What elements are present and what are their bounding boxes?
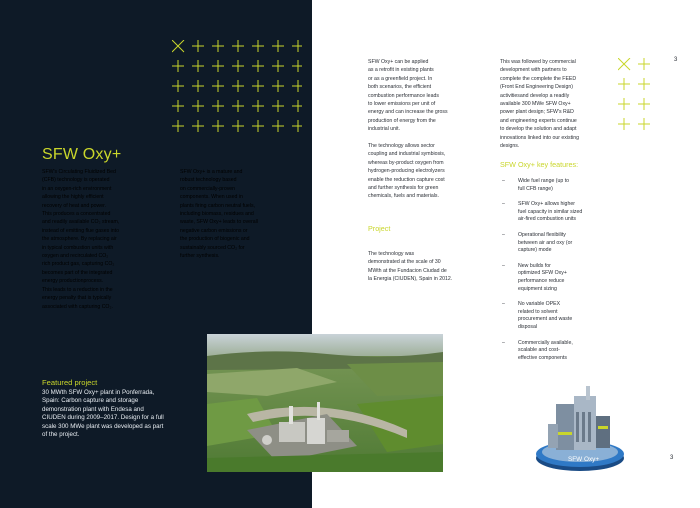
cross-grid-decoration xyxy=(172,40,302,136)
cross-mark xyxy=(212,120,224,132)
intro-column xyxy=(42,168,157,311)
text-line: to lower emissions per unit of xyxy=(368,101,436,108)
text-line: as a retrofit in existing plants xyxy=(368,67,434,74)
text-line: SFW Oxy+ can be applied xyxy=(368,59,429,65)
plant-label: SFW Oxy+ xyxy=(568,456,600,463)
features-list xyxy=(500,178,610,370)
text-line: to develop the solution and adapt xyxy=(500,126,577,133)
text-line: (Front End Engineering Design) xyxy=(500,84,573,91)
text-line: production of energy from the xyxy=(368,117,436,124)
feature-line: Operational flexibility xyxy=(518,231,566,238)
project-heading: Project xyxy=(368,224,391,233)
cross-mark xyxy=(618,118,630,130)
project-paragraph xyxy=(368,250,488,284)
text-line: This produces a concentrated xyxy=(42,211,111,218)
text-line: allowing the highly efficient xyxy=(42,194,104,201)
text-line: development with partners to xyxy=(500,67,567,74)
text-line: and engineering experts continue xyxy=(500,117,577,124)
cross-mark xyxy=(172,100,184,112)
feature-item xyxy=(500,263,610,293)
cross-mark xyxy=(618,98,630,110)
text-line: The technology was xyxy=(368,251,415,257)
cross-mark xyxy=(292,60,302,72)
cross-mark xyxy=(252,100,264,112)
cross-mark xyxy=(192,40,204,52)
page-title: SFW Oxy+ xyxy=(42,146,122,163)
text-line: Spain: Carbon capture and storage xyxy=(42,397,139,405)
cross-mark xyxy=(638,78,650,90)
cross-mark xyxy=(292,40,302,52)
cross-mark xyxy=(638,58,650,70)
cross-mark xyxy=(638,118,650,130)
text-line: (CFB) technology is operated xyxy=(42,177,110,184)
feature-line: capture) mode xyxy=(518,247,552,254)
page-number-top: 3 xyxy=(674,57,678,63)
cross-mark xyxy=(212,60,224,72)
text-line: of the project. xyxy=(42,431,80,439)
feature-line: Commercially available, xyxy=(518,339,573,346)
cross-mark xyxy=(638,98,650,110)
cross-mark xyxy=(252,60,264,72)
feature-item xyxy=(500,340,610,363)
cross-mark xyxy=(172,40,184,52)
text-line: waste, SFW Oxy+ leads to overall xyxy=(180,219,258,226)
page-number-bottom: 3 xyxy=(670,455,674,461)
text-line: recovery of heat and power. xyxy=(42,202,107,209)
text-line: industrial unit. xyxy=(368,126,401,133)
feature-line: disposal xyxy=(518,323,538,330)
cross-mark xyxy=(292,80,302,92)
cross-mark xyxy=(232,120,244,132)
feature-line: between air and oxy (or xyxy=(518,239,573,246)
text-line: and readily available CO₂ stream, xyxy=(42,219,120,226)
cross-mark xyxy=(272,80,284,92)
bullet-dash: – xyxy=(502,262,505,269)
text-line: This was followed by commercial xyxy=(500,59,576,65)
cross-mark xyxy=(272,40,284,52)
cross-mark xyxy=(272,100,284,112)
feature-item xyxy=(500,201,610,224)
cross-mark xyxy=(252,120,264,132)
text-line: available 300 MWe SFW Oxy+ xyxy=(500,101,571,108)
cross-mark xyxy=(272,120,284,132)
feature-line: fuel capacity in similar sized xyxy=(518,208,583,215)
text-line: further synthesis. xyxy=(180,253,220,260)
text-line: instead of emitting flue gases into xyxy=(42,227,119,234)
feature-line: related to solvent xyxy=(518,308,558,315)
text-line: energy penalty that is typically xyxy=(42,295,112,302)
cross-mark xyxy=(292,100,302,112)
text-line: both scenarios, the efficient xyxy=(368,84,432,91)
feature-line: New builds for xyxy=(518,262,551,269)
feature-line: Wide fuel range (up to xyxy=(518,178,570,184)
text-line: whereas by-product oxygen from xyxy=(368,159,444,166)
featured-paragraph xyxy=(42,389,212,439)
text-line: la Energia (CIUDEN), Spain in 2012. xyxy=(368,276,453,283)
text-line: plants firing carbon neutral fuels, xyxy=(180,202,255,209)
feature-line: performance reduce xyxy=(518,277,565,284)
text-line: MWth at the Fundacion Ciudad de xyxy=(368,267,447,274)
feature-line: SFW Oxy+ allows higher xyxy=(518,201,575,208)
text-line: demonstration plant with Endesa and xyxy=(42,405,144,413)
text-line: the atmosphere. By replacing air xyxy=(42,236,117,243)
text-line: in an oxygen-rich environment xyxy=(42,185,112,192)
text-line: rich product gas, capturing CO₂ xyxy=(42,261,115,268)
feature-line: No variable OPEX xyxy=(518,301,561,308)
text-line: SFW's Circulating Fluidized Bed xyxy=(42,169,116,175)
text-line: robust technology based xyxy=(180,177,237,184)
cross-mark xyxy=(172,60,184,72)
cross-mark xyxy=(192,80,204,92)
text-line: coupling and industrial symbiosis, xyxy=(368,151,446,158)
cross-mark xyxy=(272,60,284,72)
featured-heading: Featured project xyxy=(42,378,98,387)
text-line: activitiesand develop a readily xyxy=(500,92,570,99)
feature-line: full CFB range) xyxy=(518,185,553,192)
text-line: the production of biogenic and xyxy=(180,236,250,243)
aerial-plant-photo xyxy=(207,334,443,472)
bullet-dash: – xyxy=(502,301,505,308)
text-line: power plant design; SFW's R&D xyxy=(500,109,574,116)
text-line: or as a greenfield project. In xyxy=(368,75,433,82)
feature-item xyxy=(500,178,610,193)
bullet-dash: – xyxy=(502,201,505,208)
bullet-dash: – xyxy=(502,339,505,346)
cross-mark xyxy=(292,120,302,132)
feature-line: equipment sizing xyxy=(518,285,557,292)
maturity-column xyxy=(180,168,295,260)
text-line: including biomass, residues and xyxy=(180,211,254,218)
text-line: energy productionprocess. xyxy=(42,278,104,285)
cross-mark xyxy=(618,78,630,90)
text-line: energy and can increase the gross xyxy=(368,109,448,116)
cross-mark xyxy=(212,80,224,92)
cross-mark xyxy=(172,120,184,132)
text-line: The technology allows sector xyxy=(368,143,435,149)
features-heading: SFW Oxy+ key features: xyxy=(500,160,579,169)
text-line: CIUDEN during 2009–2017. Design for a full xyxy=(42,414,164,422)
text-line: on commercially-proven xyxy=(180,185,236,192)
text-line: enable the reduction capture cost xyxy=(368,176,445,183)
text-line: components. When used in xyxy=(180,194,243,201)
text-line: negative carbon emissions or xyxy=(180,227,248,234)
cross-mark xyxy=(252,80,264,92)
feature-line: scalable and cost- xyxy=(518,347,560,354)
feature-item xyxy=(500,232,610,255)
cross-mark xyxy=(252,40,264,52)
text-line: SFW Oxy+ is a mature and xyxy=(180,169,243,175)
text-line: demonstrated at the scale of 30 xyxy=(368,259,441,266)
cross-mark xyxy=(232,40,244,52)
commercial-paragraph xyxy=(500,58,618,150)
text-line: complete the complete the FEED xyxy=(500,75,577,82)
text-line: This leads to a reduction in the xyxy=(42,286,113,293)
cross-mark xyxy=(212,40,224,52)
cross-mark xyxy=(212,100,224,112)
cross-mark xyxy=(232,60,244,72)
plant-illustration xyxy=(528,376,638,476)
text-line: associated with capturing CO₂. xyxy=(42,303,113,310)
text-line: sustainably sourced CO₂ for xyxy=(180,244,245,251)
cross-mark xyxy=(232,100,244,112)
feature-line: procurement and waste xyxy=(518,316,573,323)
cross-mark xyxy=(172,80,184,92)
text-line: innovations linked into our existing xyxy=(500,134,580,141)
feature-line: air-fired combustion units xyxy=(518,216,576,223)
cross-mark xyxy=(192,100,204,112)
feature-line: optimized SFW Oxy+ xyxy=(518,270,567,277)
cross-mark xyxy=(192,60,204,72)
text-line: 30 MWth SFW Oxy+ plant in Ponferrada, xyxy=(42,389,155,396)
text-line: oxygen and recirculated CO₂ xyxy=(42,253,109,260)
feature-line: effective components xyxy=(518,354,567,361)
cross-mark xyxy=(232,80,244,92)
text-line: in typical combustion units with xyxy=(42,244,114,251)
retrofit-paragraph xyxy=(368,58,483,134)
bullet-dash: – xyxy=(502,231,505,238)
text-line: becomes part of the integrated xyxy=(42,269,113,276)
text-line: hydrogen-producing electrolyzers xyxy=(368,168,445,175)
text-line: combustion performance leads xyxy=(368,92,439,99)
feature-item xyxy=(500,301,610,331)
text-line: designs. xyxy=(500,143,520,150)
text-line: and further synthesis for green xyxy=(368,185,439,192)
text-line: chemicals, fuels and materials. xyxy=(368,193,439,200)
cross-grid-decoration-right xyxy=(618,58,668,138)
cross-mark xyxy=(618,58,630,70)
cross-mark xyxy=(192,120,204,132)
text-line: scale 300 MWe plant was developed as part xyxy=(42,422,164,430)
bullet-dash: – xyxy=(502,178,505,184)
sector-coupling-paragraph xyxy=(368,142,483,201)
